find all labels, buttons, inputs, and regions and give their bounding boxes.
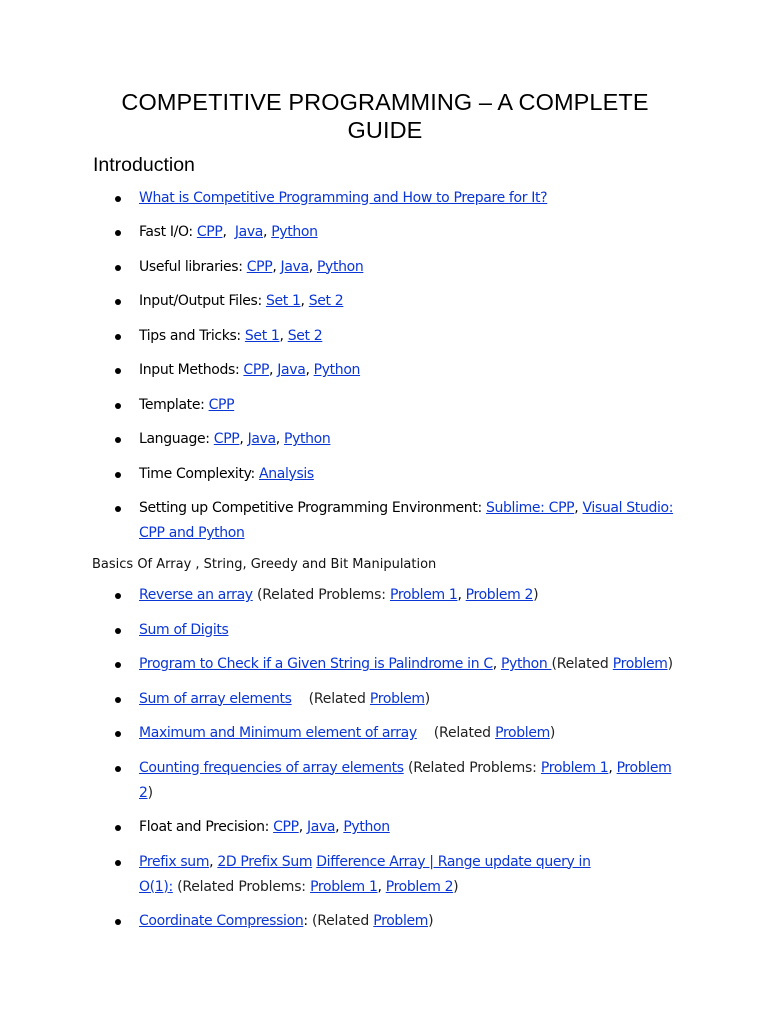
- related-problems-label: (Related Problems:: [252, 587, 390, 603]
- closing-paren: ): [428, 913, 434, 929]
- fast-io-python-link[interactable]: Python: [271, 224, 318, 240]
- closing-paren: ): [453, 878, 459, 895]
- list-item: [139, 687, 678, 712]
- float-python-link[interactable]: Python: [343, 819, 390, 835]
- closing-paren: ): [533, 587, 539, 603]
- list-item: Program to Check if a Given String is Palindrome in C, Python (Related Problem): [139, 652, 678, 677]
- sublime-cpp-link[interactable]: Sublime: CPP: [485, 500, 575, 516]
- float-java-link[interactable]: Java: [306, 819, 336, 835]
- list-item: Counting frequencies of array elements (Related Problems: Problem 1, Problem 2): [139, 756, 678, 806]
- template-cpp-link[interactable]: CPP: [208, 396, 235, 413]
- list-item: Language: CPP, Java, Python: [139, 427, 678, 452]
- tips-set2-link[interactable]: Set 2: [287, 327, 323, 344]
- input-methods-cpp-link[interactable]: CPP: [243, 362, 270, 378]
- related-problems-label: (Related Problems:: [172, 878, 311, 895]
- libraries-python-link[interactable]: Python: [316, 258, 364, 275]
- frequencies-link[interactable]: Counting frequencies of array elements: [139, 759, 404, 776]
- float-cpp-link[interactable]: CPP: [273, 819, 299, 835]
- related-label: (Related: [551, 656, 613, 672]
- basics-list: [92, 583, 678, 934]
- list-item: Setting up Competitive Programming Environment: Sublime: CPP, Visual Studio: CPP and Python: [139, 496, 678, 546]
- fast-io-java-link[interactable]: Java: [234, 224, 263, 240]
- related-label: (Related: [291, 690, 370, 707]
- what-is-cp-link[interactable]: What is Competitive Programming and How to Prepare for It?: [139, 189, 548, 206]
- float-precision-label: Float and Precision:: [139, 819, 274, 835]
- palindrome-c-link[interactable]: Program to Check if a Given String is Palindrome in C: [139, 656, 493, 672]
- related-label: (Related: [307, 913, 374, 929]
- list-item: Input Methods: CPP, Java, Python: [139, 358, 678, 383]
- language-java-link[interactable]: Java: [247, 431, 276, 447]
- closing-paren: ): [147, 784, 153, 801]
- list-item: [139, 618, 678, 643]
- palindrome-python-link[interactable]: Python: [500, 656, 552, 672]
- difference-array-link[interactable]: Difference Array | Range update query in: [316, 853, 591, 870]
- time-complexity-label: Time Complexity:: [139, 465, 259, 482]
- tips-set1-link[interactable]: Set 1: [244, 327, 280, 344]
- list-item: [139, 393, 678, 418]
- closing-paren: ): [549, 725, 556, 741]
- language-label: Language:: [139, 431, 214, 447]
- input-methods-python-link[interactable]: Python: [313, 362, 361, 378]
- related-problems-label: (Related Problems:: [403, 759, 541, 776]
- language-python-link[interactable]: Python: [283, 431, 331, 447]
- list-item: [139, 909, 678, 934]
- environment-label: Setting up Competitive Programming Environment:: [139, 500, 486, 516]
- list-item: Float and Precision: CPP, Java, Python: [139, 815, 678, 840]
- page-title: COMPETITIVE PROGRAMMING – A COMPLETE GUIDE: [121, 89, 649, 143]
- list-item: [139, 186, 678, 211]
- time-complexity-analysis-link[interactable]: Analysis: [258, 465, 314, 482]
- list-item: [139, 721, 678, 746]
- introduction-heading: Introduction: [93, 154, 195, 176]
- input-methods-java-link[interactable]: Java: [277, 362, 306, 378]
- colon: :: [303, 913, 308, 929]
- basics-heading: Basics Of Array , String, Greedy and Bit Manipulation: [92, 556, 437, 572]
- coordinate-compression-link[interactable]: Coordinate Compression: [139, 913, 304, 929]
- list-item: Fast I/O: CPP, Java, Python: [139, 220, 678, 245]
- prefix-problem1-link[interactable]: Problem 1: [310, 878, 378, 895]
- list-item: Input/Output Files: Set 1, Set 2: [139, 289, 678, 314]
- related-label: (Related: [416, 725, 496, 741]
- coordinate-compression-problem-link[interactable]: Problem: [373, 913, 429, 929]
- io-files-set1-link[interactable]: Set 1: [265, 293, 301, 309]
- difference-array-o1-link[interactable]: O(1):: [139, 878, 173, 895]
- fast-io-cpp-link[interactable]: CPP: [196, 224, 223, 240]
- sum-of-digits-link[interactable]: Sum of Digits: [139, 621, 229, 638]
- template-label: Template:: [139, 396, 209, 413]
- reverse-array-link[interactable]: Reverse an array: [139, 587, 253, 603]
- visual-studio-link[interactable]: Visual Studio:: [582, 500, 674, 516]
- tips-label: Tips and Tricks:: [139, 327, 245, 344]
- reverse-array-problem1-link[interactable]: Problem 1: [389, 587, 458, 603]
- prefix-sum-2d-link[interactable]: 2D Prefix Sum: [217, 853, 313, 870]
- max-min-problem-link[interactable]: Problem: [495, 725, 550, 741]
- list-item: Prefix sum, 2D Prefix Sum Difference Array | Range update query in O(1): (Related Problems: Problem 1, Problem 2): [139, 850, 678, 900]
- io-files-set2-link[interactable]: Set 2: [308, 293, 344, 309]
- max-min-link[interactable]: Maximum and Minimum element of array: [139, 725, 417, 741]
- introduction-list: [92, 186, 678, 547]
- sum-array-link[interactable]: Sum of array elements: [139, 690, 292, 707]
- reverse-array-problem2-link[interactable]: Problem 2: [465, 587, 534, 603]
- prefix-sum-link[interactable]: Prefix sum: [139, 853, 210, 870]
- closing-paren: ): [424, 690, 430, 707]
- frequencies-problem2-number-link[interactable]: 2: [139, 784, 148, 801]
- prefix-problem2-link[interactable]: Problem 2: [385, 878, 454, 895]
- frequencies-problem2-link[interactable]: Problem: [616, 759, 672, 776]
- io-files-label: Input/Output Files:: [139, 293, 266, 309]
- list-item: Useful libraries: CPP, Java, Python: [139, 255, 678, 280]
- list-item: Tips and Tricks: Set 1, Set 2: [139, 324, 678, 349]
- fast-io-label: Fast I/O:: [139, 224, 197, 240]
- frequencies-problem1-link[interactable]: Problem 1: [540, 759, 609, 776]
- list-item: Reverse an array (Related Problems: Problem 1, Problem 2): [139, 583, 678, 608]
- closing-paren: ): [667, 656, 673, 672]
- libraries-cpp-link[interactable]: CPP: [246, 258, 273, 275]
- palindrome-problem-link[interactable]: Problem: [612, 656, 668, 672]
- list-item: [139, 462, 678, 487]
- libraries-java-link[interactable]: Java: [280, 258, 309, 275]
- sum-array-problem-link[interactable]: Problem: [369, 690, 425, 707]
- input-methods-label: Input Methods:: [139, 362, 244, 378]
- language-cpp-link[interactable]: CPP: [213, 431, 240, 447]
- libraries-label: Useful libraries:: [139, 258, 247, 275]
- visual-studio-cpp-python-link[interactable]: CPP and Python: [139, 525, 245, 541]
